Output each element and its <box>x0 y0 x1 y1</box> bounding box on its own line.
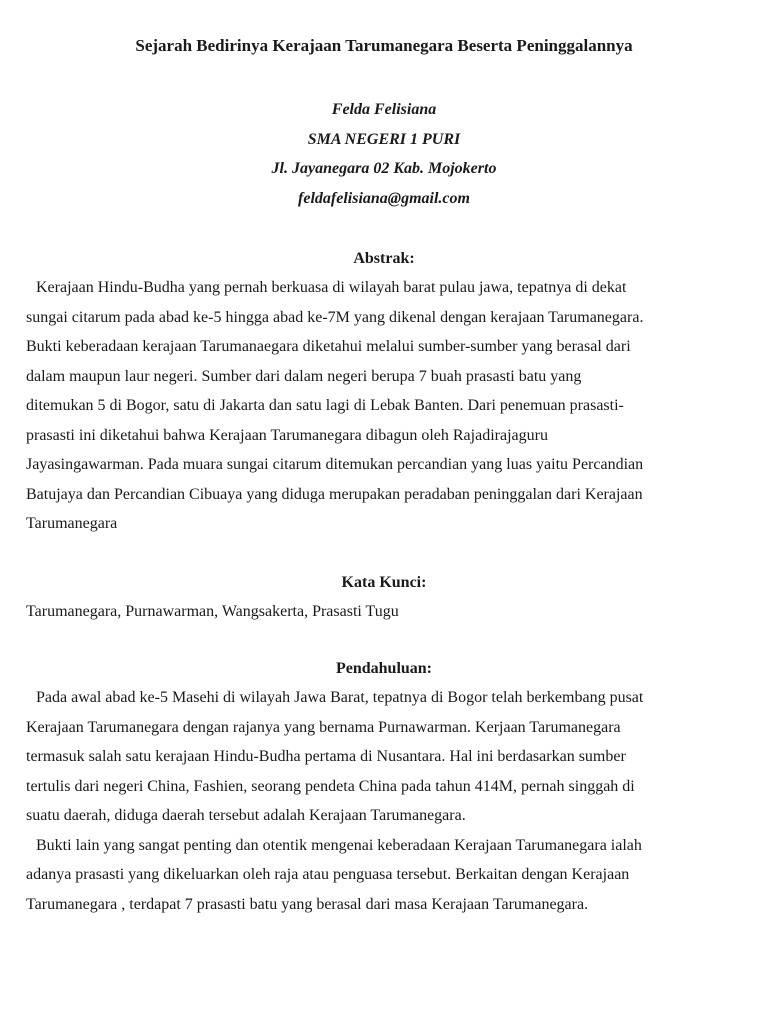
keywords-heading: Kata Kunci: <box>341 574 427 591</box>
document-title: Sejarah Bedirinya Kerajaan Tarumanegara Beserta Peninggalannya <box>135 36 633 55</box>
abstract-line: Batujaya dan Percandian Cibuaya yang diduga merupakan peradaban peninggalan dari Kerajaan <box>26 485 643 503</box>
introduction-line: Pada awal abad ke-5 Masehi di wilayah Jawa Barat, tepatnya di Bogor telah berkembang pusat <box>36 689 644 706</box>
author-email: feldafelisiana@gmail.com <box>298 189 470 207</box>
introduction-line: adanya prasasti yang dikeluarkan oleh raja atau penguasa tersebut. Berkaitan dengan Kerajaan <box>26 866 630 883</box>
abstract-line: prasasti ini diketahui bahwa Kerajaan Tarumanegara dibagun oleh Rajadirajaguru <box>26 426 548 444</box>
introduction-paragraph-1 <box>26 683 744 919</box>
abstract-line: Tarumanegara <box>26 515 118 532</box>
introduction-line: suatu daerah, diduga daerah tersebut adalah Kerajaan Tarumanegara. <box>26 807 466 824</box>
keywords-text: Tarumanegara, Purnawarman, Wangsakerta, Prasasti Tugu <box>26 603 399 620</box>
author-name: Felda Felisiana <box>331 101 437 118</box>
abstract-heading: Abstrak: <box>353 250 415 267</box>
abstract-line: sungai citarum pada abad ke-5 hingga abad ke-7M yang dikenal dengan kerajaan Tarumanegara. <box>26 308 644 326</box>
author-block <box>0 100 768 218</box>
introduction-heading: Pendahuluan: <box>335 660 433 677</box>
introduction-line: Bukti lain yang sangat penting dan otentik mengenai keberadaan Kerajaan Tarumanegara ialah <box>36 836 642 854</box>
abstract-line: Bukti keberadaan kerajaan Tarumanaegara diketahui melalui sumber-sumber yang berasal dari <box>26 338 631 355</box>
abstract-line: ditemukan 5 di Bogor, satu di Jakarta dan satu lagi di Lebak Banten. Dari penemuan prasasti- <box>26 397 624 414</box>
introduction-line: Tarumanegara , terdapat 7 prasasti batu yang berasal dari masa Kerajaan Tarumanegara. <box>26 895 589 913</box>
introduction-line: tertulis dari negeri China, Fashien, seorang pendeta China pada tahun 414M, pernah singgah di <box>26 777 635 795</box>
author-address: Jl. Jayanegara 02 Kab. Mojokerto <box>271 160 497 177</box>
keywords-paragraph <box>26 597 744 627</box>
introduction-line: termasuk salah satu kerajaan Hindu-Budha pertama di Nusantara. Hal ini berdasarkan sumber <box>26 748 626 765</box>
introduction-line: Kerajaan Tarumanegara dengan rajanya yang bernama Purnawarman. Kerjaan Tarumanegara <box>26 718 621 736</box>
abstract-paragraph <box>26 273 744 539</box>
abstract-line: Kerajaan Hindu-Budha yang pernah berkuasa di wilayah barat pulau jawa, tepatnya di dekat <box>36 279 627 296</box>
abstract-line: Jayasingawarman. Pada muara sungai citarum ditemukan percandian yang luas yaitu Percandian <box>26 456 644 473</box>
author-school: SMA NEGERI 1 PURI <box>307 130 461 148</box>
abstract-line: dalam maupun laur negeri. Sumber dari dalam negeri berupa 7 buah prasasti batu yang <box>26 367 582 385</box>
